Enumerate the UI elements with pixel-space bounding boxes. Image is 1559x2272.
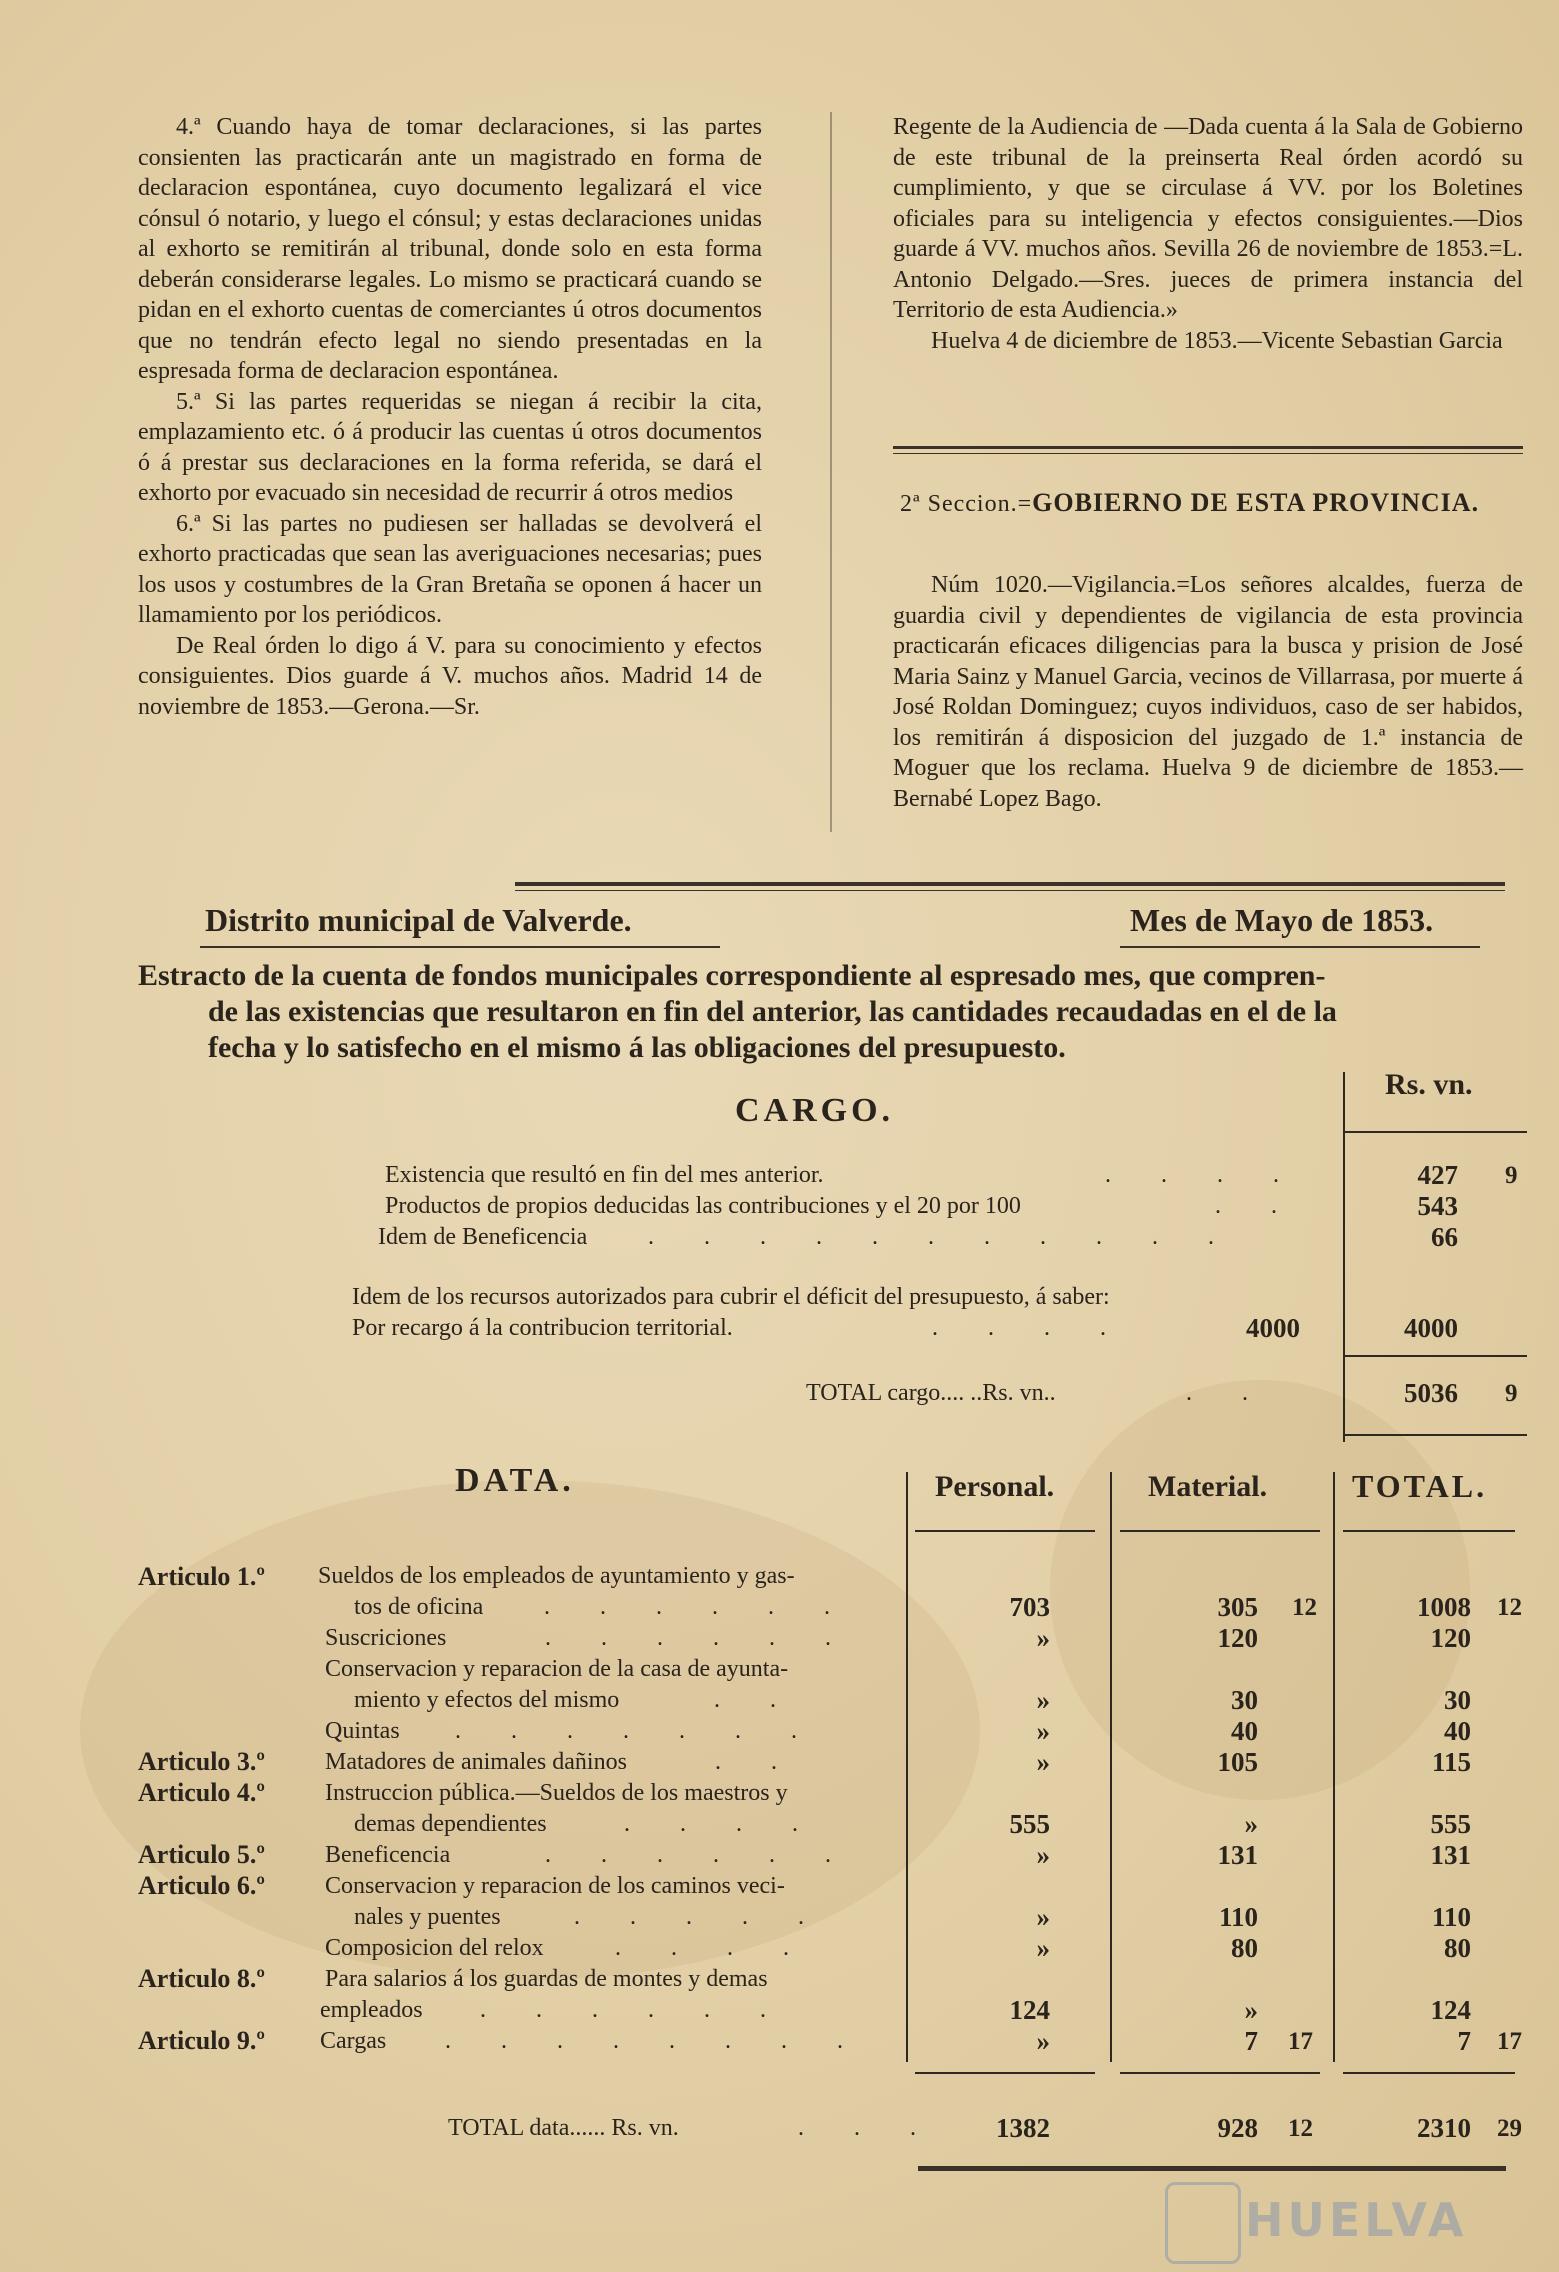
leader-dots: . . . . . . .: [455, 1718, 819, 1744]
article-label: Articulo 5.º: [138, 1840, 266, 1869]
leader-dots: . . . . . . . .: [445, 2028, 865, 2054]
leader-dots: . . . .: [624, 1811, 820, 1837]
data-row-label2-text: demas dependientes: [354, 1811, 547, 1837]
section-name: GOBIERNO DE ESTA PROVINCIA.: [1032, 488, 1480, 517]
material-value: 305: [1217, 1592, 1258, 1622]
recargo-rs: 4000: [1404, 1313, 1458, 1343]
recursos-intro: Idem de los recursos autorizados para cubrir el déficit del presupuesto, á saber:: [352, 1284, 1110, 1310]
data-total-label: TOTAL data...... Rs. vn.: [448, 2115, 679, 2141]
closing-rule: [918, 2166, 1506, 2171]
leader-dots: . . . . . .: [544, 1594, 852, 1620]
personal-value: 703: [1009, 1592, 1050, 1622]
paragraph: 4.ª Cuando haya de tomar declaraciones, si las partes consienten las practicarán ante un magistrado en forma de declaracion espontánea, cuyo documento legalizará el vice cónsul ó notario, y luego el cónsul; y estas declaraciones unidas al exhorto se remitirán al tribunal, donde solo en esta forma deberán considerarse legales. Lo mismo se practicará cuando se pidan en el exhorto cuentas de comerciantes ú otros documentos que no tendrán efecto legal no siendo presentadas en la espresada forma de declaracion espontánea.: [138, 114, 762, 384]
data-row-label: [320, 2028, 865, 2055]
data-row-label2: [354, 1904, 826, 1931]
data-column-rule: [1110, 1472, 1112, 2062]
underline: [200, 946, 720, 948]
cargo-rs: 427: [1417, 1160, 1458, 1190]
personal-value: »: [1036, 1685, 1050, 1715]
cargo-total-rs: 5036: [1404, 1378, 1458, 1408]
leader-dots: . . . . . .: [480, 1997, 788, 2023]
article-label: Articulo 8.º: [138, 1964, 266, 1993]
right-column: [893, 112, 1523, 432]
total-rule: [1120, 2072, 1320, 2074]
total-value: 124: [1430, 1995, 1471, 2025]
total-material: 928: [1217, 2113, 1258, 2143]
paragraph: De Real órden lo digo á V. para su conocimiento y efectos consiguientes. Dios guarde á V. muchos años. Madrid 14 de noviembre de 1853.—Gerona.—Sr.: [138, 632, 762, 720]
total-value: 1008: [1417, 1592, 1471, 1622]
material-cts: 12: [1292, 1594, 1317, 1621]
leader-dots: . .: [715, 1749, 799, 1775]
article-label: Articulo 9.º: [138, 2026, 266, 2055]
data-header-rule: [1343, 1530, 1515, 1532]
data-row-label: Sueldos de los empleados de ayuntamiento y gas-: [318, 1563, 795, 1589]
material-value: 40: [1231, 1716, 1258, 1746]
separator-rule: [515, 890, 1505, 891]
total-rule: [1343, 2072, 1515, 2074]
paragraph: Núm 1020.—Vigilancia.=Los señores alcaldes, fuerza de guardia civil y dependientes de vigilancia de esta provincia practicarán eficaces diligencias para la busca y prision de José Maria Sainz y Manuel Garcia, vecinos de Villarrasa, por muerte á José Roldan Dominguez; cuyos individuos, caso de ser habidos, los remitirán á disposicion del juzgado de 1.ª instancia de Moguer que los reclama. Huelva 9 de diciembre de 1853.—Bernabé Lopez Bago.: [893, 572, 1523, 812]
account-extract: [138, 958, 1528, 1066]
leader-dots: . . . . .: [574, 1904, 826, 1930]
col-material-header: Material.: [1148, 1470, 1268, 1503]
leader-dots: . .: [714, 1687, 798, 1713]
leader-dots: . .: [1186, 1380, 1270, 1406]
data-row-label-text: Cargas: [320, 2028, 387, 2054]
data-column-rule: [1333, 1472, 1335, 2062]
section-lead: 2ª Seccion.=: [900, 491, 1033, 517]
data-row-label2-text: empleados: [320, 1997, 423, 2023]
data-row-label2-text: miento y efectos del mismo: [354, 1687, 620, 1713]
cargo-row: [378, 1224, 1236, 1251]
watermark: HUELVA: [1245, 2193, 1468, 2247]
total-value: 30: [1444, 1685, 1471, 1715]
data-row-label2: [354, 1687, 798, 1714]
data-column-rule: [906, 1472, 908, 2062]
total-rule: [915, 2072, 1095, 2074]
data-row-label-text: Quintas: [325, 1718, 400, 1744]
data-row-label2-text: tos de oficina: [354, 1594, 484, 1620]
leader-dots: . . . .: [932, 1315, 1128, 1341]
recargo-row: [352, 1315, 1128, 1342]
leader-dots: . . .: [798, 2115, 938, 2141]
extract-line: de las existencias que resultaron en fin del anterior, las cantidades recaudadas en el de la: [208, 995, 1337, 1028]
data-row-label2: [354, 1594, 852, 1621]
section-title: [900, 488, 1520, 518]
data-header-rule: [915, 1530, 1095, 1532]
data-row-label: Conservacion y reparacion de los caminos veci-: [325, 1873, 785, 1899]
leader-dots: . . . .: [615, 1935, 811, 1961]
cargo-row-label: Existencia que resultó en fin del mes anterior.: [385, 1162, 824, 1188]
data-row-label: Para salarios á los guardas de montes y demas: [325, 1966, 768, 1992]
personal-value: »: [1036, 1747, 1050, 1777]
material-value: 131: [1217, 1840, 1258, 1870]
total-value: 131: [1430, 1840, 1471, 1870]
cargo-rs: 543: [1417, 1191, 1458, 1221]
cargo-total: [806, 1380, 1270, 1407]
data-row-label2: [354, 1811, 820, 1838]
article-label: Articulo 1.º: [138, 1562, 266, 1591]
leader-dots: . .: [1215, 1193, 1299, 1219]
article-label: Articulo 6.º: [138, 1871, 266, 1900]
total-total: 2310: [1417, 2113, 1471, 2143]
material-value: 105: [1217, 1747, 1258, 1777]
data-header-rule: [1120, 1530, 1320, 1532]
personal-value: »: [1036, 2026, 1050, 2056]
total-value: 40: [1444, 1716, 1471, 1746]
total-value: 555: [1430, 1809, 1471, 1839]
col-personal-header: Personal.: [935, 1470, 1055, 1503]
material-cts: 17: [1288, 2028, 1313, 2055]
material-value: 30: [1231, 1685, 1258, 1715]
total-cts: 17: [1497, 2028, 1522, 2055]
material-value: 7: [1244, 2026, 1258, 2056]
cargo-row-label: Productos de propios deducidas las contribuciones y el 20 por 100: [385, 1193, 1021, 1219]
total-material-cts: 12: [1288, 2115, 1313, 2142]
leader-dots: . . . . . .: [545, 1842, 853, 1868]
personal-value: »: [1036, 1840, 1050, 1870]
extract-line: Estracto de la cuenta de fondos municipales correspondiente al espresado mes, que compren-: [138, 959, 1326, 992]
cargo-row: [385, 1193, 1299, 1220]
data-heading: DATA.: [455, 1462, 575, 1499]
data-row-label: [325, 1749, 799, 1776]
material-value: 120: [1217, 1623, 1258, 1653]
data-row-label: [325, 1718, 819, 1745]
data-row-label: [325, 1625, 853, 1652]
data-row-label-text: Suscriciones: [325, 1625, 447, 1651]
material-value: 110: [1218, 1902, 1258, 1932]
month-title: Mes de Mayo de 1853.: [1130, 902, 1434, 938]
col-total-header: TOTAL.: [1352, 1468, 1488, 1504]
cargo-cts: 9: [1505, 1162, 1518, 1189]
paragraph: 6.ª Si las partes no pudiesen ser halladas se devolverá el exhorto practicadas que sean las averiguaciones necesarias; pues los usos y costumbres de la Gran Bretaña se oponen á hacer un llamamiento por los periódicos.: [138, 510, 762, 628]
data-row-label-text: Beneficencia: [325, 1842, 451, 1868]
total-value: 120: [1430, 1623, 1471, 1653]
total-rule: [1345, 1434, 1527, 1436]
double-rule: [893, 446, 1523, 449]
material-value: 80: [1231, 1933, 1258, 1963]
data-row-label2-text: nales y puentes: [354, 1904, 501, 1930]
material-value: »: [1244, 1809, 1258, 1839]
cargo-heading: CARGO.: [735, 1092, 895, 1129]
leader-dots: . . . . . .: [545, 1625, 853, 1651]
total-total-cts: 29: [1497, 2115, 1522, 2142]
total-personal: 1382: [996, 2113, 1050, 2143]
article-label: Articulo 4.º: [138, 1778, 266, 1807]
cargo-row-label: Idem de Beneficencia: [378, 1224, 588, 1250]
total-cts: 12: [1497, 1594, 1522, 1621]
recargo-partial: 4000: [1246, 1313, 1300, 1343]
district-title: Distrito municipal de Valverde.: [205, 902, 632, 938]
data-row-label2: [320, 1997, 788, 2024]
recargo-label: Por recargo á la contribucion territorial.: [352, 1315, 733, 1341]
article-label: Articulo 3.º: [138, 1747, 266, 1776]
personal-value: »: [1036, 1933, 1050, 1963]
personal-value: 124: [1009, 1995, 1050, 2025]
leader-dots: . . . . . . . . . . .: [648, 1224, 1236, 1250]
extract-line: fecha y lo satisfecho en el mismo á las obligaciones del presupuesto.: [208, 1031, 1066, 1064]
personal-value: 555: [1009, 1809, 1050, 1839]
cargo-header-rule: [1345, 1131, 1527, 1133]
currency-header: Rs. vn.: [1385, 1068, 1473, 1101]
data-row-label: Conservacion y reparacion de la casa de ayunta-: [325, 1656, 789, 1682]
personal-value: »: [1036, 1623, 1050, 1653]
vigilance-notice: [893, 570, 1523, 814]
data-row-label-text: Composicion del relox: [325, 1935, 544, 1961]
data-row-label: [325, 1935, 811, 1962]
material-value: »: [1244, 1995, 1258, 2025]
personal-value: »: [1036, 1902, 1050, 1932]
total-value: 110: [1431, 1902, 1471, 1932]
cargo-rs: 66: [1431, 1222, 1458, 1252]
data-total: [448, 2115, 938, 2142]
data-row-label: [325, 1842, 853, 1869]
total-value: 7: [1457, 2026, 1471, 2056]
data-row-label: Instruccion pública.—Sueldos de los maestros y: [325, 1780, 788, 1806]
cargo-total-cts: 9: [1505, 1380, 1518, 1407]
personal-value: »: [1036, 1716, 1050, 1746]
cargo-column-rule: [1343, 1072, 1345, 1442]
paragraph: 5.ª Si las partes requeridas se niegan á recibir la cita, emplazamiento etc. ó á producir las cuentas ú otros documentos ó á prestar sus declaraciones en la forma referida, se dará el exhorto por evacuado sin necesidad de recurrir á otros medios: [138, 388, 762, 506]
leader-dots: . . . .: [1105, 1162, 1301, 1188]
left-column: [138, 112, 762, 722]
double-rule: [893, 453, 1523, 454]
paragraph: Regente de la Audiencia de —Dada cuenta á la Sala de Gobierno de este tribunal de la preinserta Real órden acordó su cumplimiento, y que se circulase á VV. por los Boletines oficiales para su inteligencia y efectos consiguientes.—Dios guarde á VV. muchos años. Sevilla 26 de noviembre de 1853.=L. Antonio Delgado.—Sres. jueces de primera instancia del Territorio de esta Audiencia.»: [893, 114, 1523, 323]
cargo-row: [385, 1162, 1301, 1189]
paragraph: Huelva 4 de diciembre de 1853.—Vicente Sebastian Garcia: [931, 327, 1503, 354]
total-rule: [1345, 1355, 1527, 1357]
cargo-total-label: TOTAL cargo.... ..Rs. vn..: [806, 1380, 1056, 1406]
separator-rule: [515, 882, 1505, 886]
data-row-label-text: Matadores de animales dañinos: [325, 1749, 627, 1775]
column-divider: [830, 112, 832, 832]
underline: [1120, 946, 1480, 948]
total-value: 115: [1431, 1747, 1471, 1777]
total-value: 80: [1444, 1933, 1471, 1963]
shield-icon: [1165, 2182, 1241, 2264]
